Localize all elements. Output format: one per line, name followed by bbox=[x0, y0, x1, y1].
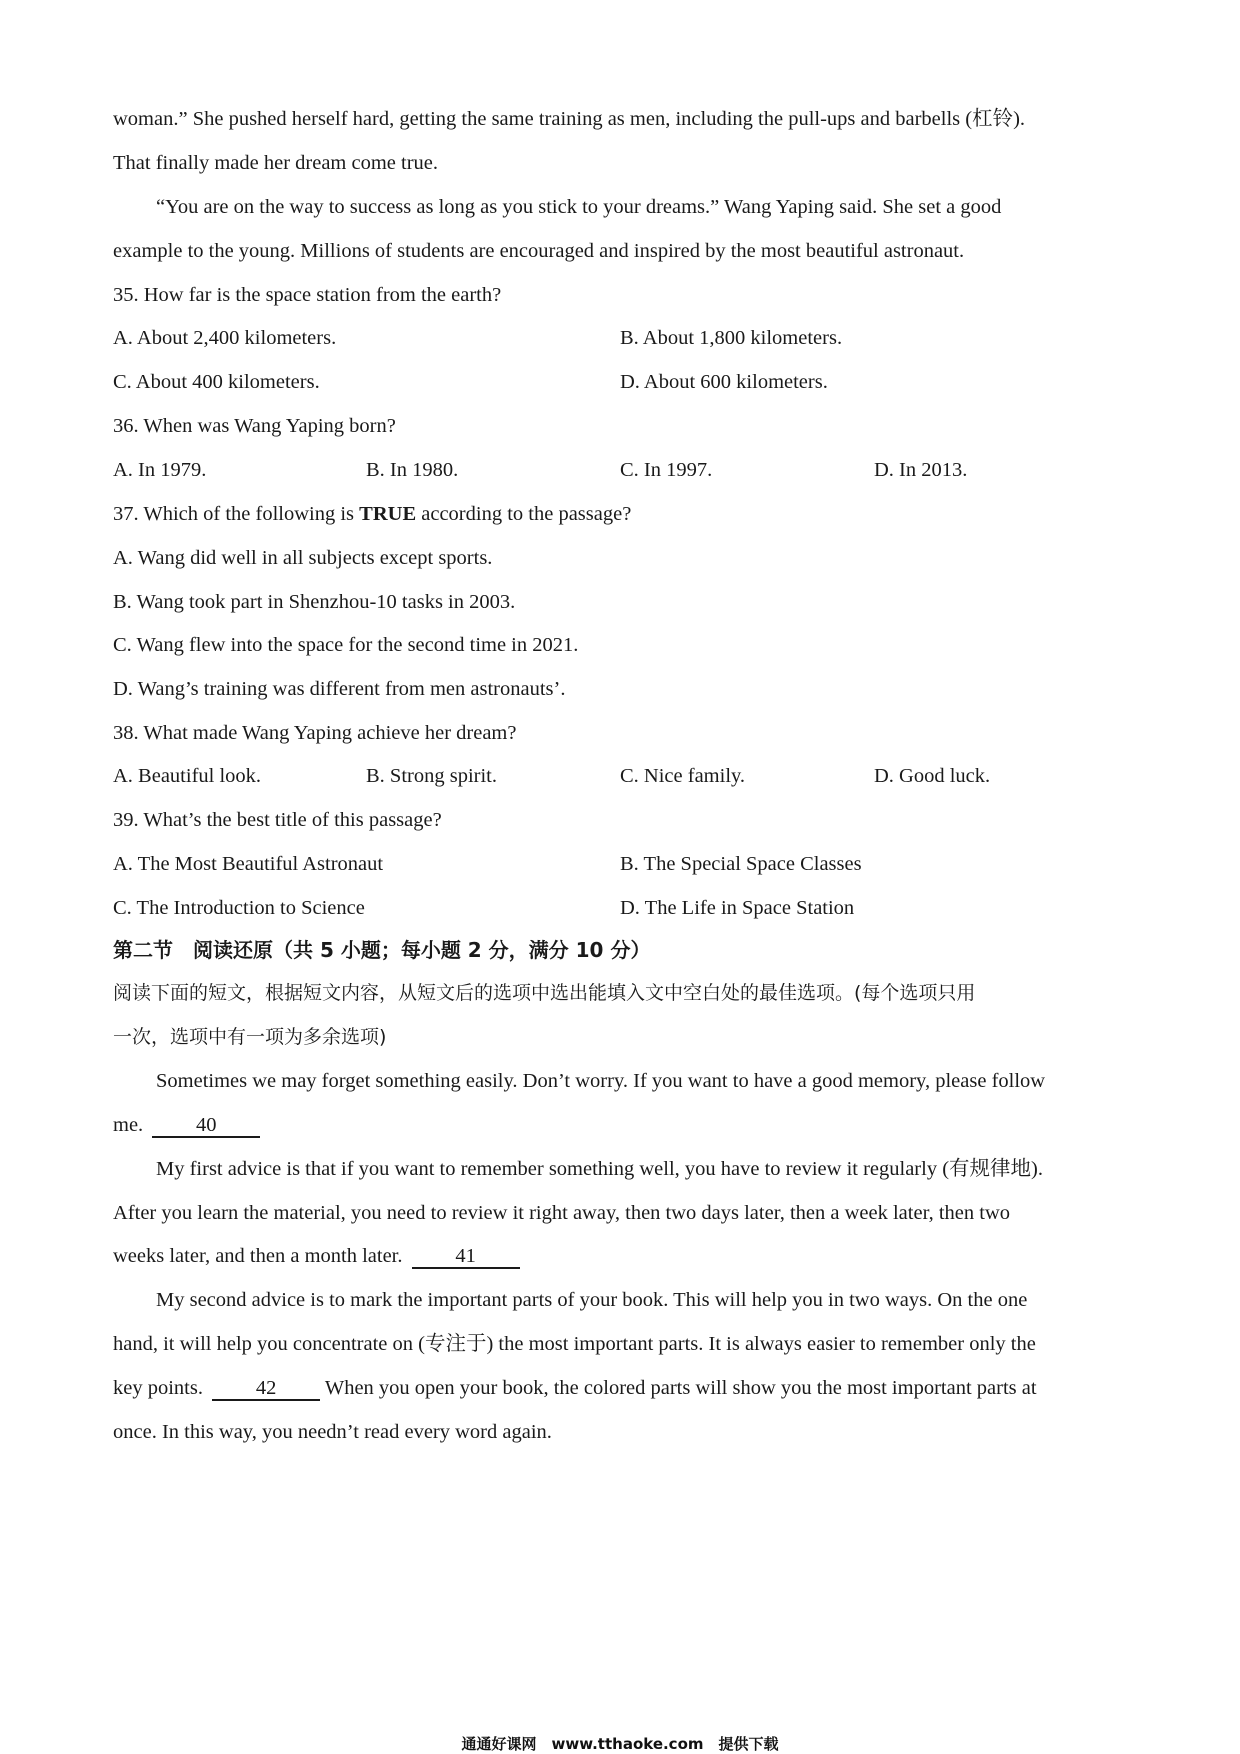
stem-text: according to the passage? bbox=[416, 503, 632, 525]
instruction-line: 一次，选项中有一项为多余选项) bbox=[113, 1026, 387, 1048]
option-b: B. The Special Space Classes bbox=[620, 853, 862, 875]
paragraph-line bbox=[113, 1243, 1120, 1269]
option-d: D. The Life in Space Station bbox=[620, 897, 855, 919]
option-a: A. Beautiful look. bbox=[113, 765, 262, 787]
paragraph-line: After you learn the material, you need to review it right away, then two days later, then a week later, then two bbox=[113, 1202, 1010, 1224]
paragraph-line: My second advice is to mark the important parts of your book. This will help you in two ways. On the one bbox=[156, 1289, 1028, 1311]
paragraph-text: When you open your book, the colored parts will show you the most important parts at bbox=[324, 1377, 1037, 1399]
paragraph-text: key points. bbox=[113, 1377, 203, 1399]
paragraph-text: weeks later, and then a month later. bbox=[113, 1245, 403, 1267]
stem-emphasis: TRUE bbox=[359, 503, 417, 525]
option-b: B. About 1,800 kilometers. bbox=[620, 327, 843, 349]
section-heading: 第二节 阅读还原（共 5 小题；每小题 2 分，满分 10 分） bbox=[113, 938, 651, 962]
option-a: A. About 2,400 kilometers. bbox=[113, 327, 337, 349]
option-c: C. About 400 kilometers. bbox=[113, 371, 320, 393]
question-stem: 36. When was Wang Yaping born? bbox=[113, 415, 396, 437]
option-c: C. In 1997. bbox=[620, 459, 713, 481]
paragraph-line bbox=[113, 1375, 1120, 1401]
question-stem bbox=[113, 501, 1120, 527]
paragraph-text: me. bbox=[113, 1114, 144, 1136]
option-d: D. Good luck. bbox=[874, 765, 991, 787]
paragraph-line: once. In this way, you needn’t read every word again. bbox=[113, 1421, 552, 1443]
option-a: A. The Most Beautiful Astronaut bbox=[113, 853, 384, 875]
option-b: B. Strong spirit. bbox=[366, 765, 497, 787]
paragraph-line: hand, it will help you concentrate on (专注于) the most important parts. It is always easier to remember only the bbox=[113, 1333, 1036, 1355]
option-d: D. Wang’s training was different from men astronauts’. bbox=[113, 678, 566, 700]
option-b: B. Wang took part in Shenzhou-10 tasks in 2003. bbox=[113, 591, 516, 613]
paragraph-line: My first advice is that if you want to remember something well, you have to review it regularly (有规律地). bbox=[156, 1158, 1043, 1180]
answer-blank-40[interactable]: 40 bbox=[152, 1114, 260, 1138]
question-stem: 39. What’s the best title of this passage? bbox=[113, 809, 442, 831]
paragraph-line bbox=[113, 1112, 1120, 1138]
option-c: C. The Introduction to Science bbox=[113, 897, 365, 919]
passage-line: That finally made her dream come true. bbox=[113, 152, 439, 174]
question-stem: 35. How far is the space station from the earth? bbox=[113, 284, 502, 306]
option-c: C. Wang flew into the space for the second time in 2021. bbox=[113, 634, 579, 656]
passage-line: “You are on the way to success as long as you stick to your dreams.” Wang Yaping said. She set a good bbox=[156, 196, 1002, 218]
stem-text: 37. Which of the following is bbox=[113, 503, 360, 525]
option-a: A. Wang did well in all subjects except sports. bbox=[113, 547, 493, 569]
passage-line: woman.” She pushed herself hard, getting the same training as men, including the pull-ups and barbells (杠铃). bbox=[113, 108, 1026, 130]
passage-line: example to the young. Millions of students are encouraged and inspired by the most beautiful astronaut. bbox=[113, 240, 965, 262]
option-d: D. About 600 kilometers. bbox=[620, 371, 828, 393]
question-stem: 38. What made Wang Yaping achieve her dream? bbox=[113, 722, 517, 744]
option-a: A. In 1979. bbox=[113, 459, 207, 481]
paragraph-line: Sometimes we may forget something easily. Don’t worry. If you want to have a good memory, please follow bbox=[156, 1070, 1046, 1092]
option-d: D. In 2013. bbox=[874, 459, 968, 481]
option-c: C. Nice family. bbox=[620, 765, 746, 787]
option-b: B. In 1980. bbox=[366, 459, 459, 481]
answer-blank-41[interactable]: 41 bbox=[412, 1245, 520, 1269]
answer-blank-42[interactable]: 42 bbox=[212, 1377, 320, 1401]
page-footer: 通通好课网 www.tthaoke.com 提供下载 bbox=[461, 1735, 779, 1753]
instruction-line: 阅读下面的短文，根据短文内容，从短文后的选项中选出能填入文中空白处的最佳选项。(每个选项只用 bbox=[113, 982, 976, 1004]
